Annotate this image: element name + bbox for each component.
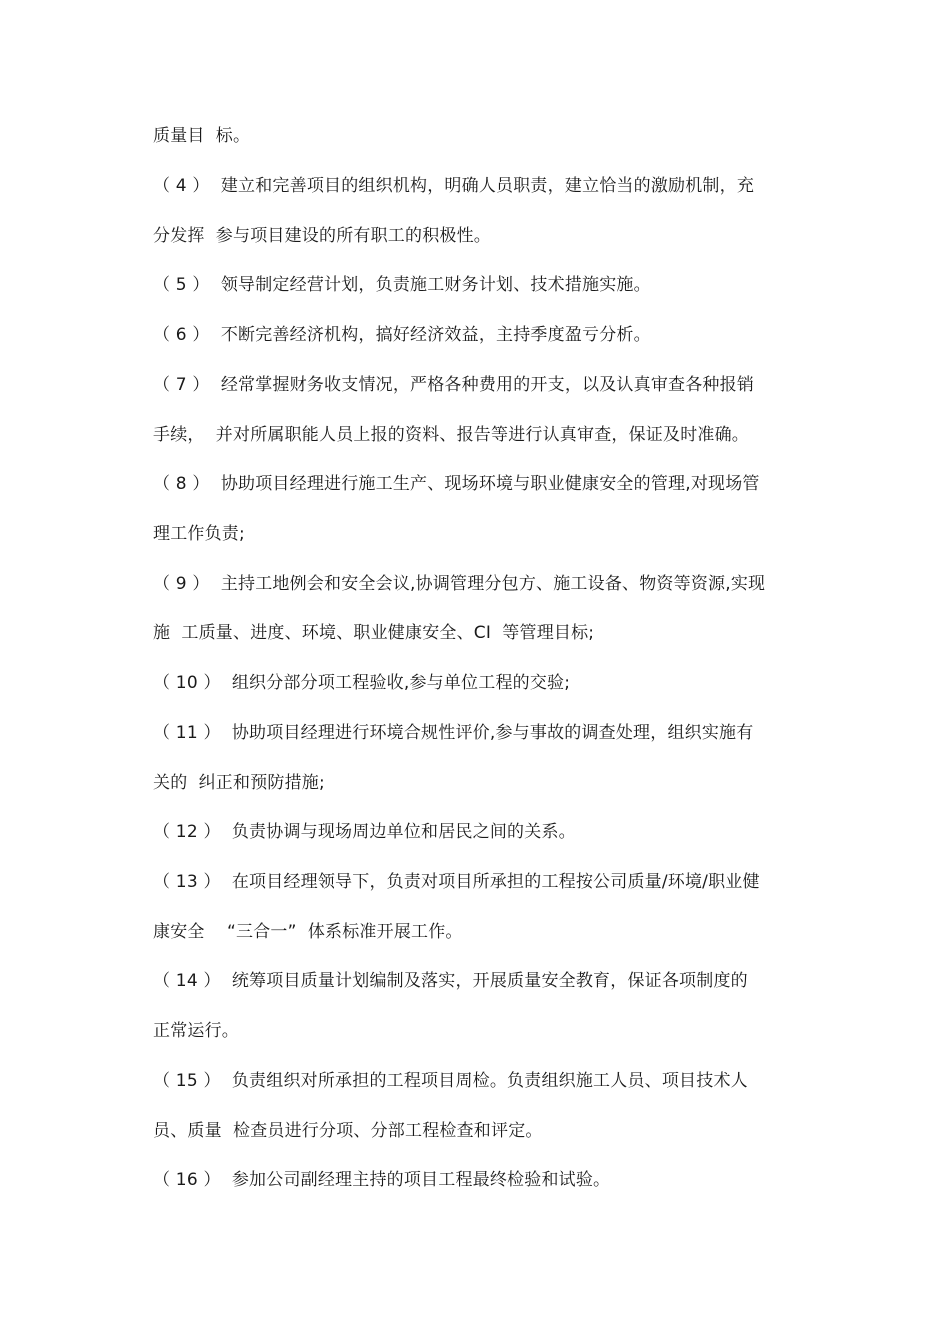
text-line: 质量目 标。 [153, 126, 251, 146]
text-line: （ 5 ） 领导制定经营计划，负责施工财务计划、技术措施实施。 [153, 275, 651, 295]
text-line: （ 16 ） 参加公司副经理主持的项目工程最终检验和试验。 [153, 1170, 611, 1190]
text-line: （ 4 ） 建立和完善项目的组织机构，明确人员职责，建立恰当的激励机制，充 [153, 176, 755, 196]
text-line: 正常运行。 [153, 1021, 239, 1041]
text-line: 分发挥 参与项目建设的所有职工的积极性。 [153, 226, 492, 246]
text-line: （ 11 ） 协助项目经理进行环境合规性评价,参与事故的调查处理，组织实施有 [153, 723, 754, 743]
text-line: （ 9 ） 主持工地例会和安全会议,协调管理分包方、施工设备、物资等资源,实现 [153, 574, 766, 594]
text-line: 康安全 “三合一” 体系标准开展工作。 [153, 922, 463, 942]
text-line: （ 12 ） 负责协调与现场周边单位和居民之间的关系。 [153, 822, 576, 842]
text-line: （ 8 ） 协助项目经理进行施工生产、现场环境与职业健康安全的管理,对现场管 [153, 474, 760, 494]
text-line: 员、质量 检查员进行分项、分部工程检查和评定。 [153, 1121, 543, 1141]
text-line: 关的 纠正和预防措施; [153, 773, 325, 793]
text-line: 理工作负责; [153, 524, 245, 544]
text-line: （ 10 ） 组织分部分项工程验收,参与单位工程的交验; [153, 673, 571, 693]
text-line: （ 13 ） 在项目经理领导下，负责对项目所承担的工程按公司质量/环境/职业健 [153, 872, 760, 892]
text-line: （ 14 ） 统筹项目质量计划编制及落实，开展质量安全教育，保证各项制度的 [153, 971, 748, 991]
text-line: 施 工质量、进度、环境、职业健康安全、CI 等管理目标; [153, 623, 595, 643]
text-line: 手续， 并对所属职能人员上报的资料、报告等进行认真审查，保证及时准确。 [153, 425, 750, 445]
text-line: （ 6 ） 不断完善经济机构，搞好经济效益，主持季度盈亏分析。 [153, 325, 651, 345]
text-line: （ 7 ） 经常掌握财务收支情况，严格各种费用的开支，以及认真审查各种报销 [153, 375, 755, 395]
text-line: （ 15 ） 负责组织对所承担的工程项目周检。负责组织施工人员、项目技术人 [153, 1071, 748, 1091]
